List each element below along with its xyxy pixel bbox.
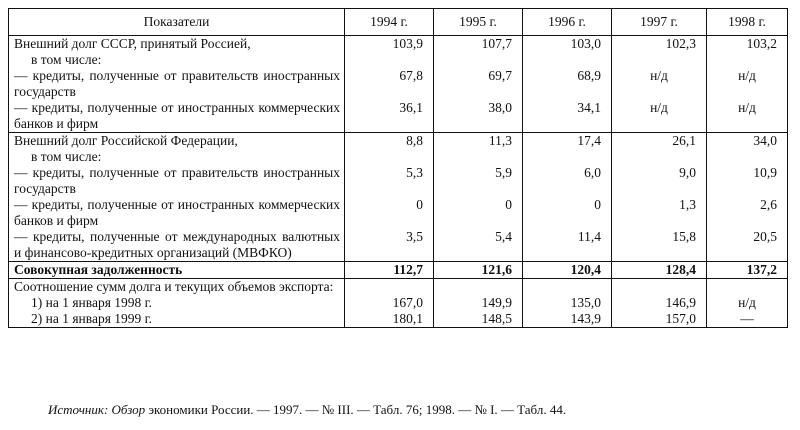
cell-1997 [612,52,707,68]
cell-1998: 2,6 [707,197,788,229]
table-row [9,149,788,165]
cell-1994 [345,52,434,68]
table-row [9,52,788,68]
cell-1994: 67,8 [345,68,434,100]
cell-1996: 143,9 [523,311,612,328]
cell-1995: 0 [434,197,523,229]
cell-1997: 157,0 [612,311,707,328]
header-1997: 1997 г. [612,9,707,36]
cell-1996: 103,0 [523,36,612,53]
row-label: Внешний долг Российской Федерации, [9,133,345,150]
cell-1995 [434,149,523,165]
source-label: Источник: Обзор [48,402,146,417]
cell-1997: 102,3 [612,36,707,53]
cell-1998: — [707,311,788,328]
cell-1998: 34,0 [707,133,788,150]
table-row [9,295,788,311]
table-row [9,229,788,262]
table-row [9,311,788,328]
row-label: — кредиты, полученные от правительств иностранных государств [9,68,345,100]
table-row [9,197,788,229]
cell-1995: 121,6 [434,262,523,279]
cell-1998 [707,52,788,68]
cell-1996: 0 [523,197,612,229]
table-row [9,68,788,100]
cell-1994: 5,3 [345,165,434,197]
cell-1998: 20,5 [707,229,788,262]
cell-1998 [707,149,788,165]
cell-1998: н/д [707,295,788,311]
cell-1996: 120,4 [523,262,612,279]
cell-1994: 8,8 [345,133,434,150]
cell-1995: 38,0 [434,100,523,133]
row-label: — кредиты, полученные от иностранных коммерческих банков и фирм [9,100,345,133]
cell-1994: 36,1 [345,100,434,133]
cell-1996: 6,0 [523,165,612,197]
source-text: экономики России. — 1997. — № III. — Табл. 76; 1998. — № I. — Табл. 44. [145,402,567,417]
cell-1998: 10,9 [707,165,788,197]
cell-1997 [612,279,707,296]
row-label: 2) на 1 января 1999 г. [9,311,345,328]
external-debt-table [8,8,788,328]
cell-1995: 5,4 [434,229,523,262]
cell-1996: 34,1 [523,100,612,133]
cell-1996 [523,52,612,68]
table-row [9,279,788,296]
cell-1995: 5,9 [434,165,523,197]
cell-1997: 15,8 [612,229,707,262]
table-row [9,36,788,53]
row-label: — кредиты, полученные от правительств иностранных государств [9,165,345,197]
cell-1995: 107,7 [434,36,523,53]
cell-1998: 137,2 [707,262,788,279]
cell-1996: 135,0 [523,295,612,311]
row-label: — кредиты, полученные от иностранных коммерческих банков и фирм [9,197,345,229]
cell-1997: 9,0 [612,165,707,197]
cell-1994 [345,279,434,296]
row-label: в том числе: [9,149,345,165]
header-1995: 1995 г. [434,9,523,36]
cell-1995 [434,52,523,68]
cell-1995: 148,5 [434,311,523,328]
table-row [9,133,788,150]
source-note [48,402,566,418]
cell-1994: 3,5 [345,229,434,262]
cell-1996 [523,149,612,165]
cell-1997 [612,149,707,165]
cell-1997: 1,3 [612,197,707,229]
cell-1998: н/д [707,68,788,100]
cell-1997: 128,4 [612,262,707,279]
cell-1995: 149,9 [434,295,523,311]
cell-1997: н/д [612,100,707,133]
cell-1994 [345,149,434,165]
row-label: 1) на 1 января 1998 г. [9,295,345,311]
table-row [9,165,788,197]
table-row [9,100,788,133]
cell-1996: 17,4 [523,133,612,150]
row-label: Совокупная задолженность [9,262,345,279]
table-header-row [9,9,788,36]
cell-1995: 11,3 [434,133,523,150]
cell-1995 [434,279,523,296]
row-label: — кредиты, полученные от международных валютных и финансово-кредитных организаций (МВФКО) [9,229,345,262]
cell-1994: 180,1 [345,311,434,328]
header-indicators: Показатели [9,9,345,36]
cell-1998: н/д [707,100,788,133]
cell-1996 [523,279,612,296]
cell-1996: 68,9 [523,68,612,100]
cell-1997: 26,1 [612,133,707,150]
cell-1994: 103,9 [345,36,434,53]
cell-1996: 11,4 [523,229,612,262]
header-1998: 1998 г. [707,9,788,36]
cell-1997: 146,9 [612,295,707,311]
cell-1994: 167,0 [345,295,434,311]
header-1996: 1996 г. [523,9,612,36]
cell-1998: 103,2 [707,36,788,53]
row-label: в том числе: [9,52,345,68]
cell-1998 [707,279,788,296]
cell-1995: 69,7 [434,68,523,100]
header-1994: 1994 г. [345,9,434,36]
row-label: Внешний долг СССР, принятый Россией, [9,36,345,53]
cell-1997: н/д [612,68,707,100]
cell-1994: 112,7 [345,262,434,279]
total-row [9,262,788,279]
cell-1994: 0 [345,197,434,229]
row-label: Соотношение сумм долга и текущих объемов экспорта: [9,279,345,296]
